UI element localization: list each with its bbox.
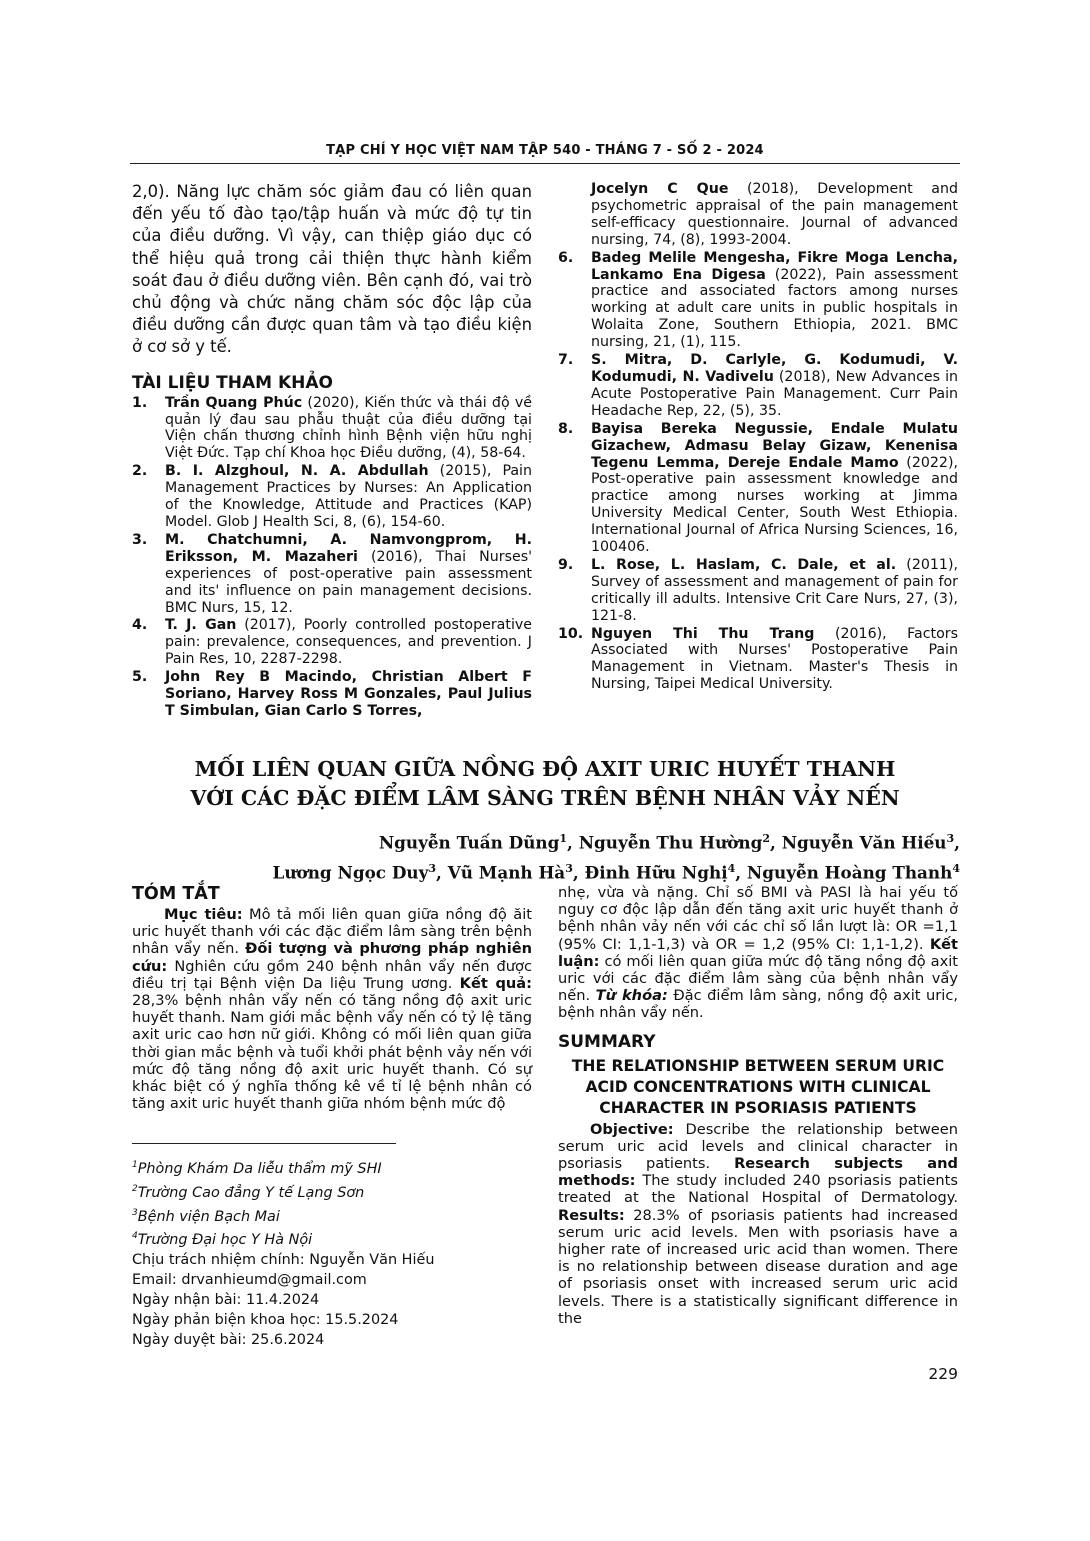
author-name: Đinh Hữu Nghị [584, 862, 728, 883]
article-title [130, 755, 960, 813]
author-line-1: Nguyễn Tuấn Dũng$^1$, Nguyễn Thu Hường$^2$, Nguyễn Văn Hiếu$^3$, [378, 832, 960, 853]
corresponding-author: Chịu trách nhiệm chính: Nguyễn Văn Hiếu [132, 1252, 435, 1269]
references-heading: TÀI LIỆU THAM KHẢO [132, 372, 333, 393]
reference-item-continued: Jocelyn C Que (2018), Development and psychometric appraisal of the pain management self-efficacy questionnaire. Journal of advanced nursing, 74, (8), 1993-2004. [591, 181, 958, 248]
reference-item: 4. T. J. Gan (2017), Poorly controlled postoperative pain: prevalence, consequences, and prevention. J Pain Res, 10, 2287-2298. [132, 617, 533, 668]
author-name: Vũ Mạnh Hà [447, 862, 566, 883]
received-date: Ngày nhận bài: 11.4.2024 [132, 1292, 320, 1309]
reference-item: 6. Badeg Melile Mengesha, Fikre Moga Lencha, Lankamo Ena Digesa (2022), Pain assessment practice and associated factors among nurses working at adult care units in public hospitals in Wolaita Zone, Southern Ethiopia, 2021. BMC nursing, 21, (1), 115. [558, 249, 959, 351]
reference-item: 9. L. Rose, L. Haslam, C. Dale, et al. (2011), Survey of assessment and management of pain for critically ill adults. Intensive Crit Care Nurs, 27, (3), 121-8. [558, 556, 958, 624]
article-title-line-2: VỚI CÁC ĐẶC ĐIỂM LÂM SÀNG TRÊN BỆNH NHÂN VẢY NẾN [190, 786, 900, 810]
abstract-vi-text-part2: nhẹ, vừa và nặng. Chỉ số BMI và PASI là hai yếu tố nguy cơ độc lập dẫn đến tăng axit uric huyết thanh ở bệnh nhân vảy nến với các chỉ số lần lượt là: OR =1,1 (95% CI: 1,1-1,3) và OR = 1,2 (95% CI: 1,1-1,2). Kết luận: có mối liên quan giữa mức độ tăng nồng độ axit uric với các đặc điểm lâm sàng của bệnh nhân vẩy nến. Từ khóa: Đặc điểm lâm sàng, nồng độ axit uric, bệnh nhân vẩy nến. [558, 884, 958, 1022]
footnote-rule [132, 1143, 396, 1144]
summary-text: Objective: Describe the relationship between serum uric acid levels and clinical character in psoriasis patients. Research subjects and methods: The study included 240 psoriasis patients treated at the National Hospital of Dermatology. Results: 28.3% of psoriasis patients had increased serum uric acid levels. Men with psoriasis have a higher rate of increased uric acid than women. There is no relationship between disease duration and age of psoriasis onset with increased serum uric acid levels. There is a statistically significant difference in the [558, 1120, 958, 1327]
affiliation: $^2$Trường Cao đẳng Y tế Lạng Sơn [132, 1183, 365, 1201]
abstract-heading: TÓM TẮT [132, 884, 220, 904]
abstract-vi-text-part1: Mục tiêu: Mô tả mối liên quan giữa nồng độ ăit uric huyết thanh với các đặc điểm lâm sàng trên bệnh nhân vẩy nến. Đối tượng và phương pháp nghiên cứu: Nghiên cứu gồm 240 bệnh nhân vẩy nến được điều trị tại Bệnh viện Da liệu Trung ương. Kết quả: 28,3% bệnh nhân vẩy nến có tăng nồng độ axit uric huyết thanh. Nam giới mắc bệnh vẩy nến có tỷ lệ tăng axit uric cao hơn nữ giới. Không có mối liên quan giữa thời gian mắc bệnh và tuổi khởi phát bệnh vảy nến với mức độ tăng nồng độ axit uric huyết thanh. Có sự khác biệt có ý nghĩa thống kê về tỉ lệ bệnh nhân có tăng axit uric huyết thanh giữa nhóm bệnh mức độ [132, 906, 532, 1113]
accepted-date: Ngày duyệt bài: 25.6.2024 [132, 1332, 325, 1349]
author-line-2: Lương Ngọc Duy$^3$, Vũ Mạnh $Hà^3$, Đinh Hữu Nghị$^4$, Nguyễn Hoàng Thanh$^4$ [272, 861, 960, 883]
reference-item: 10. Nguyen Thi Thu Trang (2016), Factors Associated with Nurses' Postoperative Pain Management in Vietnam. Master's Thesis in Nursing, Taipei Medical University. [558, 625, 958, 693]
author-name: Nguyễn Thu Hường [578, 832, 763, 853]
reference-item: 8. Bayisa Bereka Negussie, Endale Mulatu Gizachew, Admasu Belay Gizaw, Kenenisa Tegenu Lemma, Dereje Endale Mamo (2022), Post-operative pain assessment knowledge and practice among nurses working at Jimma University Medical Center, South West Ethiopia. International Journal of Africa Nursing Sciences, 16, 100406. [558, 420, 958, 556]
footnotes [132, 1155, 532, 1350]
article-title-line-1: MỐI LIÊN QUAN GIỮA NỒNG ĐỘ AXIT URIC HUYẾT THANH [194, 757, 896, 781]
running-head: TẠP CHÍ Y HỌC VIỆT NAM TẬP 540 - THÁNG 7 - SỐ 2 - 2024 [326, 143, 764, 158]
affiliation: $^4$Trường Đại học Y Hà Nội [132, 1231, 313, 1249]
page-number: 229 [928, 1365, 958, 1383]
author-name: Nguyễn Tuấn Dũng [378, 832, 560, 853]
summary-heading: SUMMARY [558, 1031, 656, 1052]
summary-title: THE RELATIONSHIP BETWEEN SERUM URIC ACID CONCENTRATIONS WITH CLINICAL CHARACTER IN PSORIASIS PATIENTS [571, 1056, 945, 1117]
header-rule [130, 163, 960, 164]
reference-list-left [132, 395, 532, 720]
reference-item: 2. B. I. Alzghoul, N. A. Abdullah (2015), Pain Management Practices by Nurses: An Application of the Knowledge, Attitude and Practices (KAP) Model. Glob J Health Sci, 8, (6), 154-60. [132, 463, 532, 530]
closing-paragraph: 2,0). Năng lực chăm sóc giảm đau có liên quan đến yếu tố đào tạo/tập huấn và mức độ tự tin của điều dưỡng. Vì vậy, can thiệp giáo dục có thể hiệu quả trong cải thiện thực hành kiểm soát đau ở điều dưỡng viên. Bên cạnh đó, vai trò chủ động và chức năng chăm sóc độc lập của điều dưỡng cần được quan tâm và tạo điều kiện ở cơ sở y tế. [132, 182, 532, 357]
affiliation: $^3$Bệnh viện Bạch Mai [132, 1207, 280, 1225]
email: Email: drvanhieumd@gmail.com [132, 1272, 367, 1289]
reference-list-right [558, 181, 958, 693]
reference-item: 1. Trần Quang Phúc (2020), Kiến thức và thái độ về quản lý đau sau phẫu thuật của điều dưỡng tại Viện chấn thương chỉnh hình Bệnh viện hữu nghị Việt Đức. Tạp chí Khoa học Điều dưỡng, (4), 58-64. [132, 394, 532, 462]
author-list [130, 826, 960, 885]
review-date: Ngày phản biện khoa học: 15.5.2024 [132, 1312, 399, 1329]
abstract-right-column [558, 884, 958, 1327]
affiliation: $^1$Phòng Khám Da liễu thẩm mỹ SHI [132, 1160, 382, 1177]
reference-item: 3. M. Chatchumni, A. Namvongprom, H. Eriksson, M. Mazaheri (2016), Thai Nurses' experiences of post-operative pain assessment and its' influence on pain management decisions. BMC Nurs, 15, 12. [132, 531, 533, 616]
author-name: Lương Ngọc Duy [272, 862, 429, 883]
prev-article-left-column [132, 181, 532, 721]
author-name: Nguyễn Hoàng Thanh [746, 862, 953, 883]
abstract-vi-left [132, 884, 532, 1112]
author-name: Nguyễn Văn Hiếu [781, 832, 947, 853]
prev-article-right-column [558, 181, 958, 694]
reference-item: 5. John Rey B Macindo, Christian Albert F Soriano, Harvey Ross M Gonzales, Paul Julius T Simbulan, Gian Carlo S Torres, [132, 669, 532, 719]
reference-item: 7. S. Mitra, D. Carlyle, G. Kodumudi, V. Kodumudi, N. Vadivelu (2018), New Advances in Acute Postoperative Pain Management. Curr Pain Headache Rep, 22, (5), 35. [558, 352, 959, 419]
